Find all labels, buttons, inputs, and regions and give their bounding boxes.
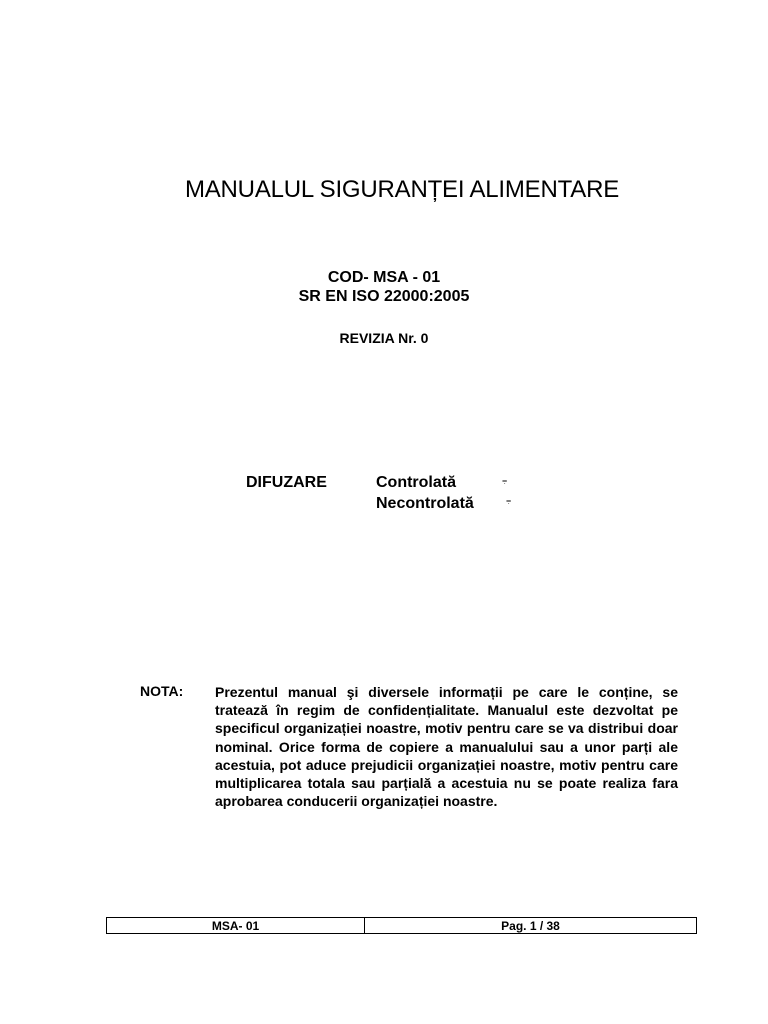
distribution-option-label: Controlată [376,474,456,491]
footer-doc-code: MSA- 01 [107,918,365,933]
page-footer [106,917,697,934]
document-title: MANUALUL SIGURANȚEI ALIMENTARE [184,176,620,203]
footer-page-number: Pag. 1 / 38 [501,918,560,933]
distribution-option-uncontrolled [376,495,474,513]
checkbox-icon: ⩦ [502,475,508,485]
document-revision: REVIZIA Nr. 0 [339,330,429,346]
document-code-block [0,268,768,306]
note-text: Prezentul manual şi diversele informații pe care le conține, se tratează în regim de confidențialitate. Manualul este dezvoltat pe specificul organizației noastre, motiv pentru care se va distribui doar nominal. Orice forma de copiere a manualului sau a unor parți ale acestuia, pot aduce prejudicii organizației noastre, motiv pentru care multiplicarea totala sau parțială a acestuia nu se poate realiza fara aprobarea conducerii organizației noastre. [215,684,678,810]
document-code: COD- MSA - 01 [327,269,441,286]
distribution-option-controlled [376,474,456,492]
distribution-label: DIFUZARE [246,474,327,491]
checkbox-icon: ⩦ [506,495,512,505]
note-label: NOTA: [140,683,184,699]
document-standard: SR EN ISO 22000:2005 [298,288,470,305]
distribution-option-label: Necontrolată [376,495,474,512]
